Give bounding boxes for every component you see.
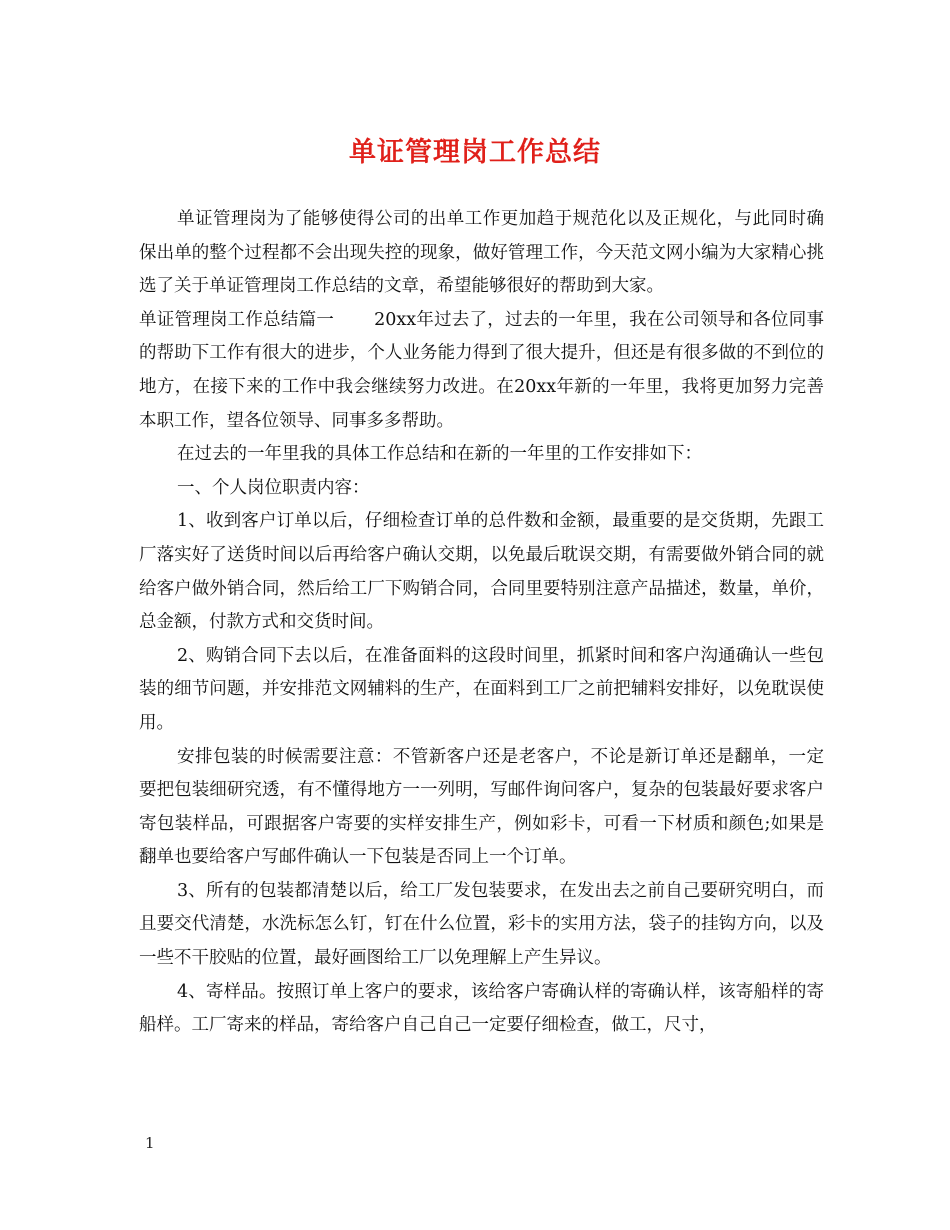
duty-2-paragraph: 2、购销合同下去以后，在准备面料的这段时间里，抓紧时间和客户沟通确认一些包装的细节问题，并安排范文网辅料的生产，在面料到工厂之前把辅料安排好，以免耽误使用。: [139, 645, 824, 733]
packaging-note-paragraph: 安排包装的时候需要注意：不管新客户还是老客户，不论是新订单还是翻单，一定要把包装细研究透，有不懂得地方一一列明，写邮件询问客户，复杂的包装最好要求客户寄包装样品，可跟据客户寄要的实样安排生产，例如彩卡，可看一下材质和颜色;如果是翻单也要给客户写邮件确认一下包装是否同上一个订单。: [139, 746, 824, 868]
section-paragraph: [139, 304, 824, 438]
section-text: 20xx年过去了，过去的一年里，我在公司领导和各位同事的帮助下工作有很大的进步，个人业务能力得到了很大提升，但还是有很多做的不到位的地方，在接下来的工作中我会继续努力改进。在20xx年新的一年里，我将更加努力完善本职工作，望各位领导、同事多多帮助。: [139, 309, 825, 431]
document-title: 单证管理岗工作总结: [349, 137, 601, 168]
page-number: 1: [145, 1134, 155, 1152]
duties-heading: 一、个人岗位职责内容：: [177, 477, 370, 498]
summary-intro-paragraph: 在过去的一年里我的具体工作总结和在新的一年里的工作安排如下：: [177, 444, 702, 465]
duty-3-paragraph: 3、所有的包装都清楚以后，给工厂发包装要求，在发出去之前自己要研究明白，而且要交代清楚，水洗标怎么钉，钉在什么位置，彩卡的实用方法，袋子的挂钩方向，以及一些不干胶贴的位置，最好画图给工厂以免理解上产生异议。: [139, 880, 824, 969]
duty-4-paragraph: 4、寄样品。按照订单上客户的要求，该给客户寄确认样的寄确认样，该寄船样的寄船样。工厂寄来的样品，寄给客户自己自己一定要仔细检查，做工，尺寸，: [139, 981, 824, 1036]
duty-1-paragraph: 1、收到客户订单以后，仔细检查订单的总件数和金额，最重要的是交货期，先跟工厂落实好了送货时间以后再给客户确认交期，以免最后耽误交期，有需要做外销合同的就给客户做外销合同，然后给工厂下购销合同，合同里要特别注意产品描述，数量，单价，总金额，付款方式和交货时间。: [139, 511, 824, 633]
document-body: [139, 203, 824, 1043]
section-label: 单证管理岗工作总结篇一: [139, 309, 335, 330]
intro-paragraph: 单证管理岗为了能够使得公司的出单工作更加趋于规范化以及正规化，与此同时确保出单的整个过程都不会出现失控的现象，做好管理工作，今天范文网小编为大家精心挑选了关于单证管理岗工作总结的文章，希望能够很好的帮助到大家。: [139, 209, 824, 297]
